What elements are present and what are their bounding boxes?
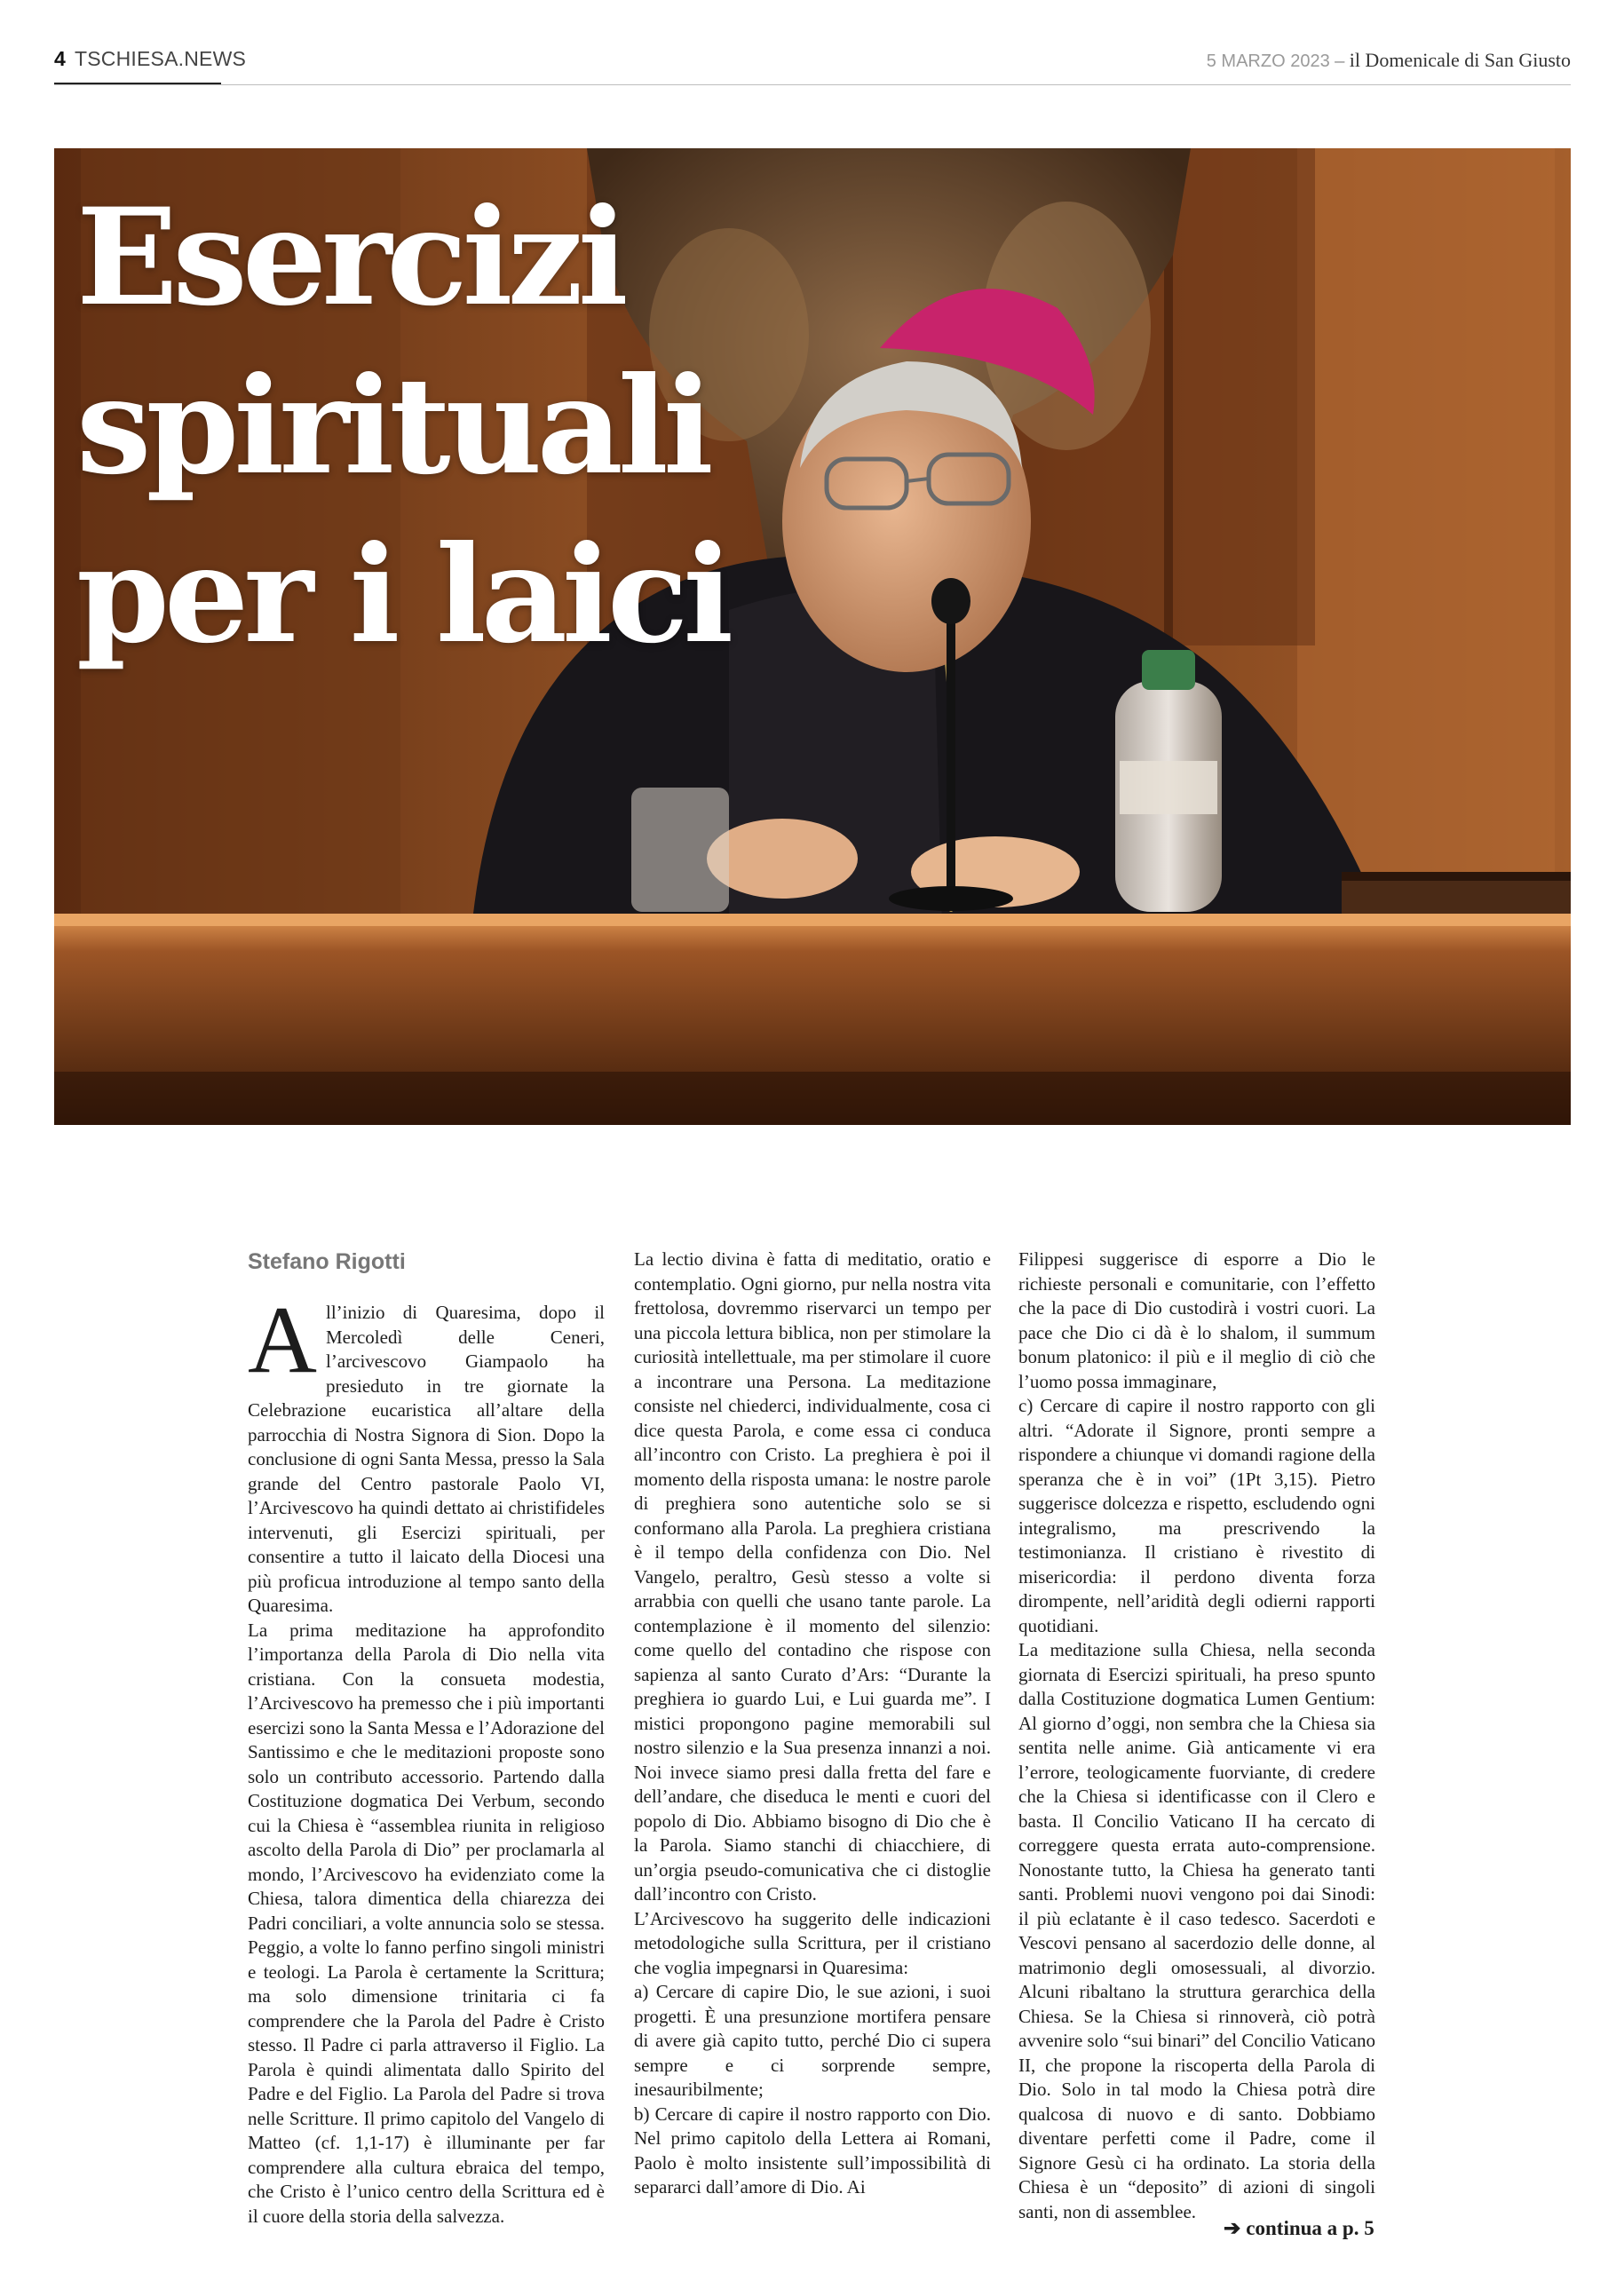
paragraph-3: La lectio divina è fatta di meditatio, oratio e contemplatio. Ogni giorno, pur nella nostra vita frettolosa, dovremmo riservarci un tempo per una piccola lettura biblica, non per stimolare la curiosità intellettuale, ma per stimolare il cuore a incontrare una Persona. La meditazione consiste nel chiederci, individualmente, cosa ci dice questa Parola, e come essa ci conduca all’incontro con Cristo. La preghiera è poi il momento della risposta umana: le nostre parole di preghiera sono autentiche solo se si conformano alla Parola. La preghiera cristiana è il tempo della confidenza con Dio. Nel Vangelo, peraltro, Gesù stesso a volte si arrabbia con quelli che usano tante parole. La contemplazione è il momento del silenzio: come quello del contadino che rispose con sapienza al santo Curato d’Ars: “Durante la preghiera io guardo Lui, e Lui guarda me”. I mistici propongono pagine memorabili sul nostro silenzio e la Sua presenza innanzi a noi. Noi invece siamo presi dalla fretta del fare e dell’andare, che diseduca le menti e cuori del popolo di Dio. Abbiamo bisogno di Dio che è la Parola. Siamo stanchi di chiacchiere, di un’orgia pseudo-comunicativa che ci distoglie dall’incontro con Cristo. bbox=[634, 1248, 991, 1905]
header-left bbox=[54, 47, 246, 71]
paragraph-1 bbox=[248, 1301, 605, 1619]
continued-label: continua a p. 5 bbox=[1246, 2217, 1374, 2239]
paragraph-6: La meditazione sulla Chiesa, nella seconda giornata di Esercizi spirituali, ha preso spunto dalla Costituzione dogmatica Lumen Gentium: Al giorno d’oggi, non sembra che la Chiesa sia sentita nelle anime. Già anticamente vi era l’errore, teologicamente fuorviante, di credere che la Chiesa si identificasse con il Clero e basta. Il Concilio Vaticano II ha cercato di correggere questa errata auto-comprensione. Nonostante tutto, la Chiesa ha generato tanti santi. Problemi nuovi vengono poi dai Sinodi: il più eclatante è il caso tedesco. Sacerdoti e Vescovi pensano al sacerdozio delle donne, al matrimonio degli omosessuali, al divorzio. Alcuni ribaltano la struttura gerarchica della Chiesa. Se la Chiesa si rinnoverà, ciò potrà avvenire solo “sui binari” del Concilio Vaticano II, che propone la riscoperta della Parola di Dio. Solo in tal modo la Chiesa potrà dire qualcosa di nuovo e di santo. Dobbiamo diventare perfetti come il Padre, come il Signore Gesù ci ha ordinato. La storia della Chiesa è un “deposito” di azioni di singoli santi, non di assemblee. bbox=[1018, 1639, 1375, 2222]
headline-line-2: spirituali bbox=[76, 348, 709, 504]
paragraph-4: L’Arcivescovo ha suggerito delle indicazioni metodologiche sulla Scrittura, per il cristiano che voglia impegnarsi in Quaresima: bbox=[634, 1907, 991, 1978]
newspaper-name: il Domenicale di San Giusto bbox=[1349, 49, 1571, 71]
header-separator: – bbox=[1335, 49, 1345, 71]
author-byline: Stefano Rigotti bbox=[248, 1249, 406, 1274]
headline-line-1: Esercizi bbox=[76, 179, 623, 336]
continued-link[interactable] bbox=[1224, 2217, 1374, 2240]
paragraph-5: Filippesi suggerisce di esporre a Dio le richieste personali e comunitarie, con l’effetto che la pace di Dio custodirà i vostri cuori. La pace che Dio ci dà è lo shalom, il summum bonum platonico: il più e il meglio di ciò che l’uomo possa immaginare, bbox=[1018, 1248, 1375, 1392]
page-number: 4 bbox=[54, 47, 66, 70]
list-item-c: c) Cercare di capire il nostro rapporto con gli altri. “Adorate il Signore, pronti sempre a rispondere a chiunque vi domandi ragione della speranza che è in voi” (1Pt 3,15). Pietro suggerisce dolcezza e rispetto, escludendo ogni integralismo, ma prescrivendo la testimonianza. Il cristiano è rivestito di misericordia: il perdono diventa forza dirompente, nell’aridità degli odierni rapporti quotidiani. bbox=[1018, 1395, 1375, 1636]
header-rule bbox=[54, 84, 1571, 85]
headline bbox=[76, 173, 728, 679]
site-name[interactable]: TSCHIESA.NEWS bbox=[75, 47, 247, 70]
list-item-a: a) Cercare di capire Dio, le sue azioni, i suoi progetti. È una presunzione mortifera pensare di avere già capito tutto, perché Dio ci supera sempre e ci sorprende sempre, inesauribilmente; bbox=[634, 1981, 991, 2100]
article-column-1 bbox=[248, 1301, 605, 2251]
headline-line-3: per i laici bbox=[76, 517, 729, 673]
paragraph-1-text: ll’inizio di Quaresima, dopo il Mercoledì delle Ceneri, l’arcivescovo Giampaolo ha presieduto in tre giornate la Celebrazione eucaristica all’altare della parrocchia di Nostra Signora di Sion. Dopo la conclusione di ogni Santa Messa, presso la Sala grande del Centro pastorale Paolo VI, l’Arcivescovo ha quindi dettato ai christifideles intervenuti, gli Esercizi spirituali, per consentire a tutto il laicato della Diocesi una più proficua introduzione al tempo santo della Quaresima. bbox=[248, 1302, 605, 1616]
article-column-2 bbox=[634, 1247, 991, 2255]
right-arrow-icon: ➔ bbox=[1224, 2217, 1241, 2239]
paragraph-2: La prima meditazione ha approfondito l’importanza della Parola di Dio nella vita cristiana. Con la consueta modestia, l’Arcivescovo ha premesso che i più importanti esercizi sono la Santa Messa e l’Adorazione del Santissimo e che le meditazioni proposte sono solo un contributo accessorio. Partendo dalla Costituzione dogmatica Dei Verbum, secondo cui la Chiesa è “assemblea riunita in religioso ascolto della Parola di Dio” per proclamarla al mondo, l’Arcivescovo ha evidenziato come la Chiesa, talora dimentica della chiarezza dei Padri conciliari, a volte annuncia solo se stessa. Peggio, a volte lo fanno perfino singoli ministri e teologi. La Parola è certamente la Scrittura; ma solo dimensione trinitaria ci fa comprendere che la Parola del Padre è Cristo stesso. Il Padre ci parla attraverso il Figlio. La Parola è quindi alimentata dallo Spirito del Padre e del Figlio. La Parola del Padre si trova nelle Scritture. Il primo capitolo del Vangelo di Matteo (cf. 1,1-17) è illuminante per far comprendere alla cultura ebraica del tempo, che Cristo è l’unico centro della Scrittura ed è il cuore della storia della salvezza. bbox=[248, 1619, 605, 2227]
article-column-3 bbox=[1018, 1247, 1375, 2255]
issue-date: 5 MARZO 2023 bbox=[1206, 51, 1330, 71]
drop-cap: A bbox=[248, 1301, 317, 1393]
header-right bbox=[1207, 49, 1571, 72]
list-item-b: b) Cercare di capire il nostro rapporto con Dio. Nel primo capitolo della Lettera ai Romani, Paolo è molto insistente sull’impossibilità di separarci dall’amore di Dio. Ai bbox=[634, 2103, 991, 2198]
